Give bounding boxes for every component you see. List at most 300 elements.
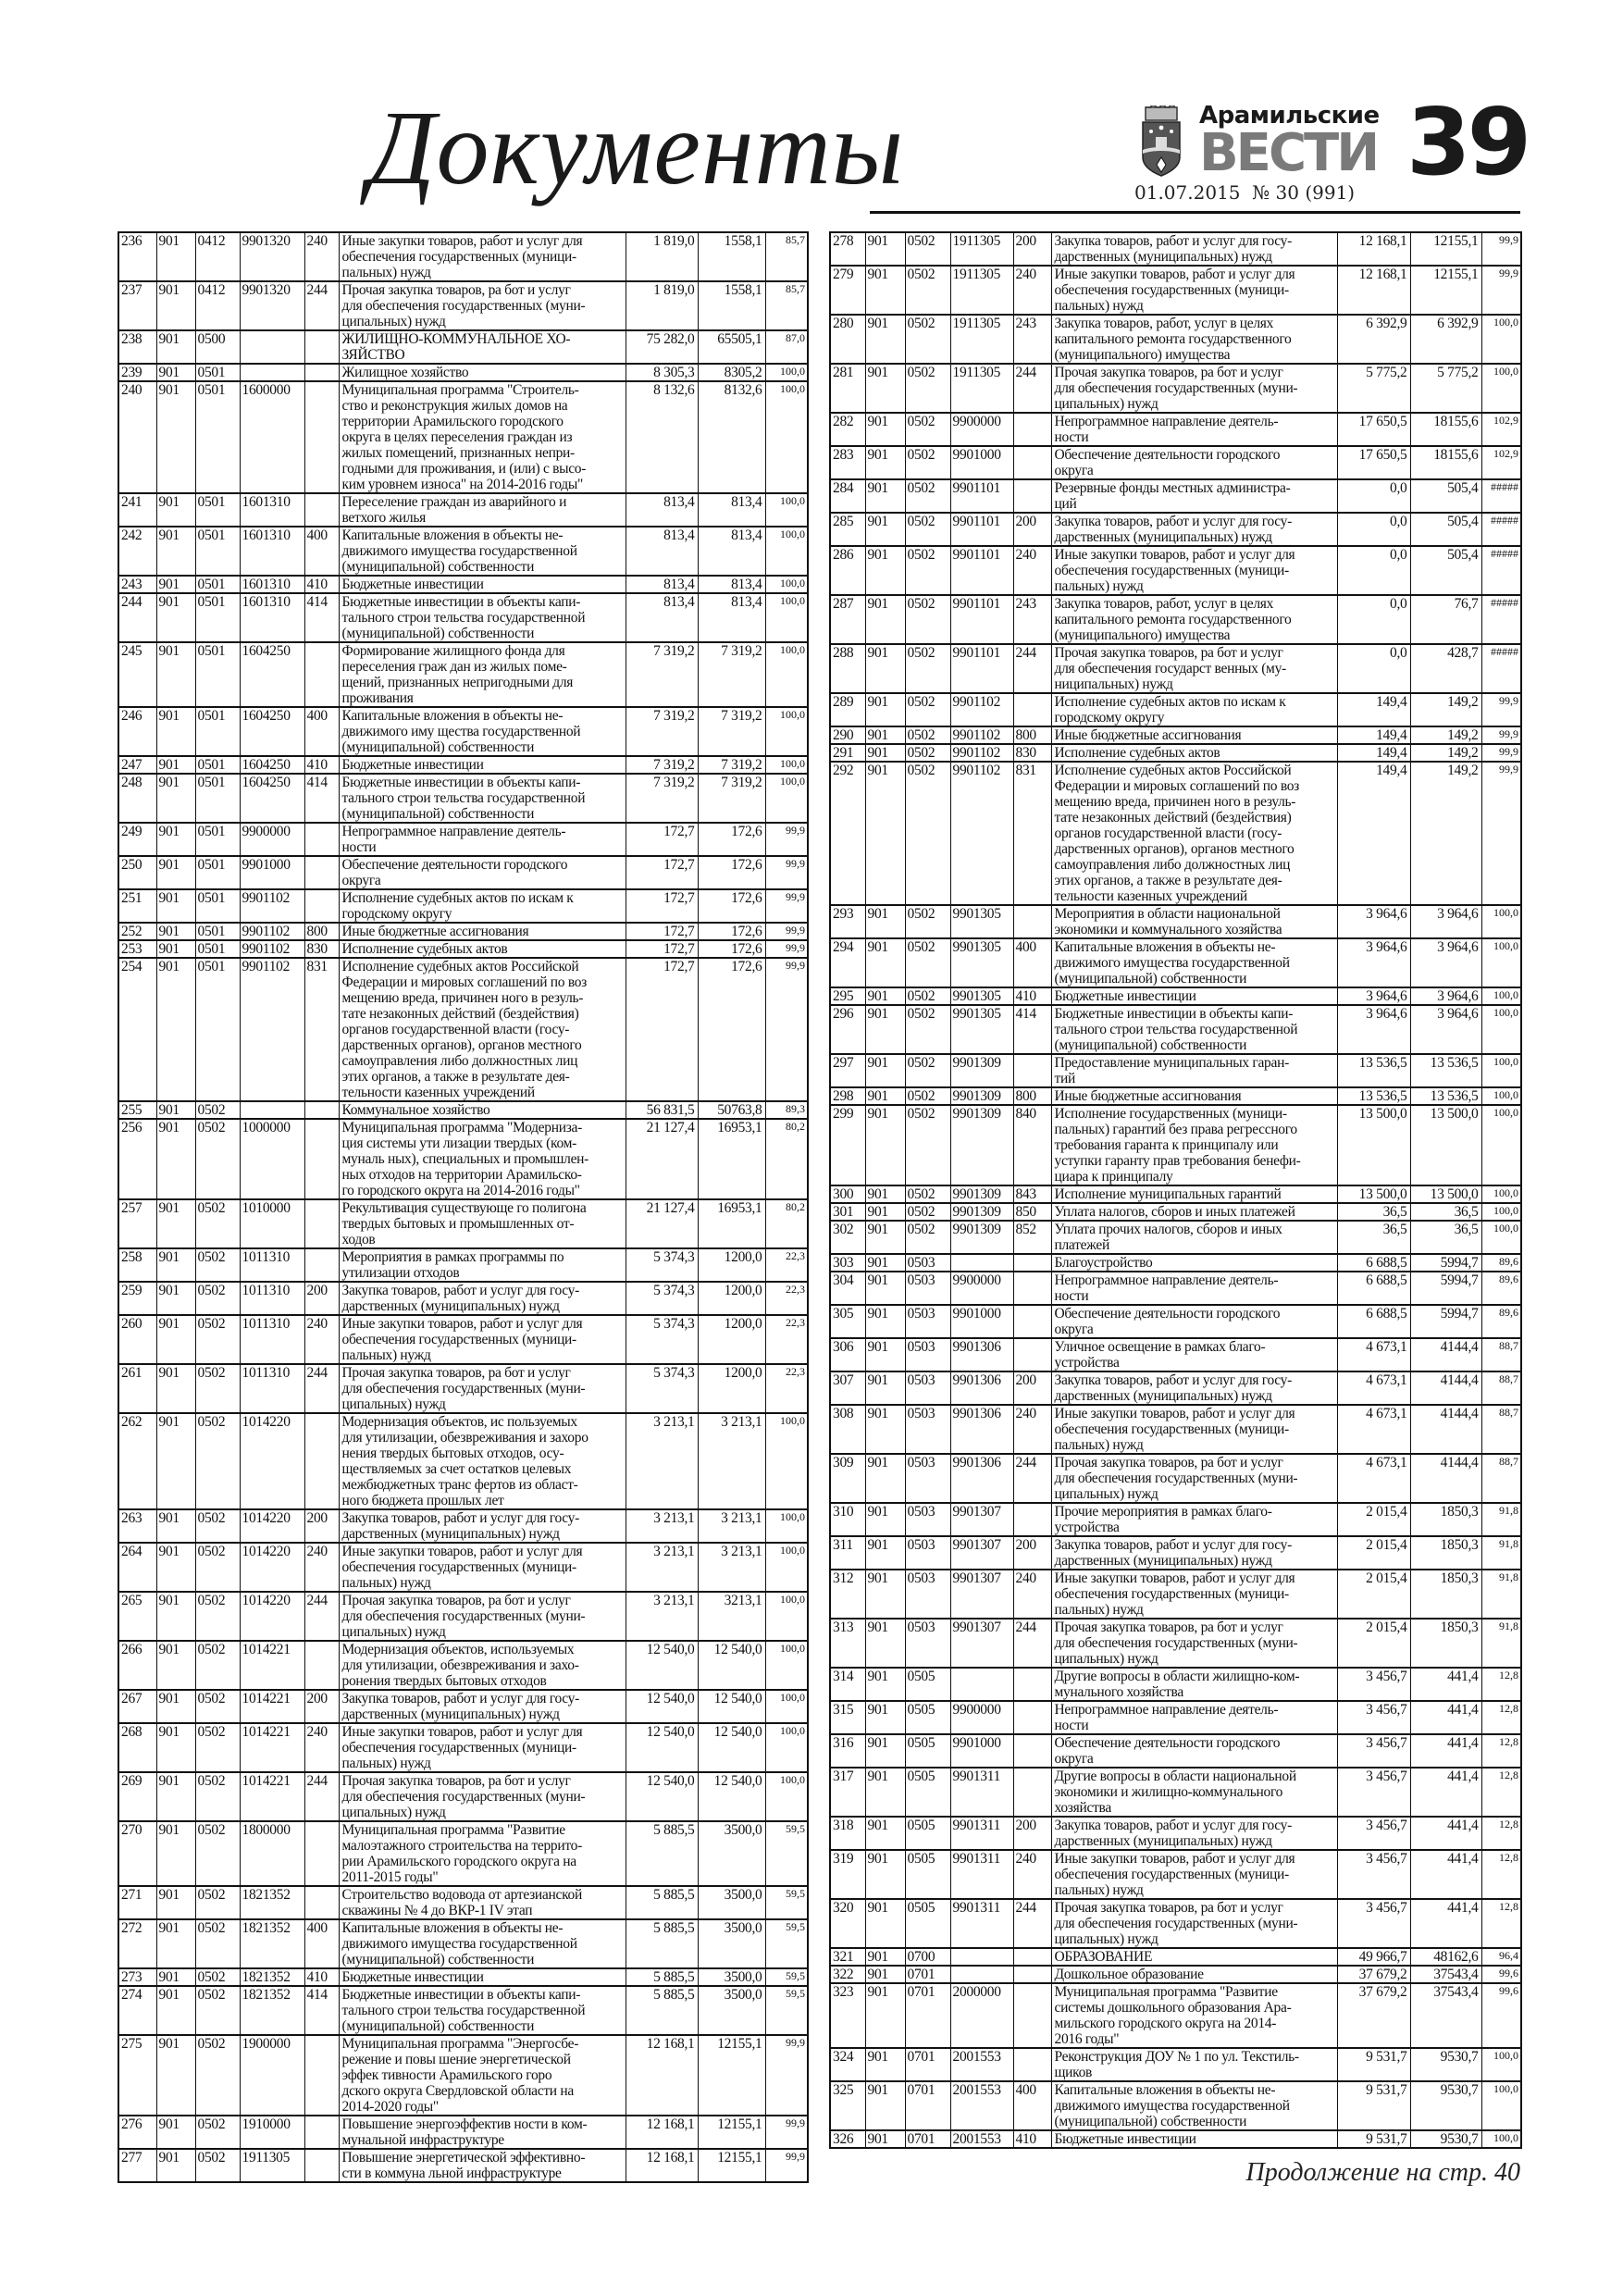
expense-type-code-cell: 244 [1013,1899,1051,1948]
table-row [830,1105,1521,1185]
executed-amount-cell: 12155,1 [1410,232,1481,266]
row-number-cell: 314 [830,1668,865,1701]
table-row [830,1668,1521,1701]
ministry-code-cell: 901 [865,987,905,1005]
table-row [830,1503,1521,1536]
table-row [118,958,808,1101]
planned-amount-cell: 4 673,1 [1337,1338,1410,1371]
executed-amount-cell: 172,6 [698,958,765,1101]
row-number-cell: 251 [118,889,156,923]
section-code-cell: 0502 [195,1986,240,2035]
expense-type-code-cell: 800 [304,923,339,940]
target-article-code-cell: 1601310 [240,593,304,642]
execution-percent-cell: 12,8 [1481,1768,1521,1817]
table-row [118,364,808,381]
table-row [118,1986,808,2035]
execution-percent-cell: 100,0 [1481,364,1521,413]
planned-amount-cell: 13 536,5 [1337,1087,1410,1105]
ministry-code-cell: 901 [865,1619,905,1668]
table-row [118,493,808,527]
row-number-cell: 297 [830,1054,865,1087]
row-number-cell: 311 [830,1536,865,1570]
item-description-cell: Дошкольное образование [1051,1966,1337,1983]
ministry-code-cell: 901 [156,281,195,330]
executed-amount-cell: 65505,1 [698,330,765,364]
planned-amount-cell: 12 168,1 [626,2035,698,2116]
ministry-code-cell: 901 [156,1364,195,1413]
planned-amount-cell: 36,5 [1337,1221,1410,1254]
section-code-cell: 0502 [195,2149,240,2182]
executed-amount-cell: 18155,6 [1410,413,1481,446]
item-description-cell: Иные закупки товаров, работ и услуг для обеспечения государственных (муници- пальных) нужд [339,1315,626,1364]
executed-amount-cell: 48162,6 [1410,1948,1481,1966]
expense-type-code-cell: 200 [304,1690,339,1723]
execution-percent-cell: 99,9 [765,958,808,1101]
ministry-code-cell: 901 [156,2149,195,2182]
expense-type-code-cell: 840 [1013,1105,1051,1185]
newspaper-name-top: Арамильские [1199,102,1380,130]
section-title: Документы [368,89,905,206]
row-number-cell: 282 [830,413,865,446]
executed-amount-cell: 12155,1 [698,2035,765,2116]
planned-amount-cell: 5 374,3 [626,1315,698,1364]
section-code-cell: 0503 [905,1272,950,1305]
section-code-cell: 0502 [195,1543,240,1592]
continuation-note: Продолжение на стр. 40 [1245,2158,1520,2187]
section-code-cell: 0503 [905,1503,950,1536]
item-description-cell: Обеспечение деятельности городского округа [1051,1734,1337,1768]
ministry-code-cell: 901 [156,576,195,593]
executed-amount-cell: 7 319,2 [698,756,765,774]
target-article-code-cell [240,330,304,364]
target-article-code-cell: 1911305 [950,232,1013,266]
target-article-code-cell: 1014221 [240,1641,304,1690]
execution-percent-cell: 100,0 [1481,987,1521,1005]
target-article-code-cell [950,1948,1013,1966]
section-code-cell: 0502 [905,726,950,744]
planned-amount-cell: 1 819,0 [626,281,698,330]
planned-amount-cell: 12 540,0 [626,1723,698,1772]
row-number-cell: 326 [830,2130,865,2148]
planned-amount-cell: 149,4 [1337,693,1410,726]
executed-amount-cell: 4144,4 [1410,1454,1481,1503]
table-row [830,1966,1521,1983]
item-description-cell: Непрограммное направление деятель- ности [1051,413,1337,446]
planned-amount-cell: 172,7 [626,856,698,889]
execution-percent-cell: 89,3 [765,1101,808,1119]
target-article-code-cell: 9901311 [950,1768,1013,1817]
executed-amount-cell: 3 964,6 [1410,938,1481,987]
row-number-cell: 306 [830,1338,865,1371]
item-description-cell: Прочая закупка товаров, ра бот и услуг для обеспечения государственных (муни- ципальных) нужд [339,1592,626,1641]
execution-percent-cell: 91,8 [1481,1570,1521,1619]
ministry-code-cell: 901 [865,446,905,479]
item-description-cell: Бюджетные инвестиции [339,1968,626,1986]
ministry-code-cell: 901 [156,1919,195,1968]
executed-amount-cell: 5994,7 [1410,1305,1481,1338]
table-row [830,479,1521,513]
row-number-cell: 257 [118,1199,156,1248]
expense-type-code-cell [1013,1305,1051,1338]
ministry-code-cell: 901 [865,1272,905,1305]
item-description-cell: Иные закупки товаров, работ и услуг для обеспечения государственных (муници- пальных) нужд [1051,1405,1337,1454]
target-article-code-cell: 9901102 [240,889,304,923]
ministry-code-cell: 901 [156,1315,195,1364]
target-article-code-cell: 9901305 [950,938,1013,987]
table-row [830,2081,1521,2130]
ministry-code-cell: 901 [865,1305,905,1338]
target-article-code-cell [240,1101,304,1119]
row-number-cell: 310 [830,1503,865,1536]
executed-amount-cell: 12155,1 [1410,266,1481,315]
ministry-code-cell: 901 [865,1817,905,1850]
planned-amount-cell: 21 127,4 [626,1199,698,1248]
planned-amount-cell: 172,7 [626,958,698,1101]
section-code-cell: 0505 [905,1668,950,1701]
table-row [118,1413,808,1509]
executed-amount-cell: 172,6 [698,923,765,940]
expense-type-code-cell: 200 [1013,513,1051,546]
item-description-cell: Бюджетные инвестиции [339,576,626,593]
section-code-cell: 0502 [195,1509,240,1543]
expense-type-code-cell: 410 [304,1968,339,1986]
planned-amount-cell: 3 456,7 [1337,1668,1410,1701]
ministry-code-cell: 901 [156,493,195,527]
target-article-code-cell: 9901102 [240,958,304,1101]
expense-type-code-cell [304,889,339,923]
item-description-cell: Иные закупки товаров, работ и услуг для обеспечения государственных (муници- пальных) нужд [1051,1570,1337,1619]
expense-type-code-cell [304,330,339,364]
executed-amount-cell: 1850,3 [1410,1503,1481,1536]
table-row [118,2035,808,2116]
item-description-cell: Формирование жилищного фонда для переселения граж дан из жилых поме- щений, признанных непригодными для проживания [339,642,626,707]
execution-percent-cell: 100,0 [1481,2048,1521,2081]
table-row [118,756,808,774]
planned-amount-cell: 813,4 [626,593,698,642]
ministry-code-cell: 901 [156,1509,195,1543]
execution-percent-cell: ##### [1481,513,1521,546]
executed-amount-cell: 505,4 [1410,513,1481,546]
table-row [830,1221,1521,1254]
item-description-cell: Закупка товаров, работ и услуг для госу- дарственных (муниципальных) нужд [339,1282,626,1315]
executed-amount-cell: 8305,2 [698,364,765,381]
item-description-cell: Повышение энергетической эффективно- сти в коммуна льной инфраструктуре [339,2149,626,2182]
executed-amount-cell: 7 319,2 [698,642,765,707]
planned-amount-cell: 7 319,2 [626,774,698,823]
target-article-code-cell: 9901000 [950,446,1013,479]
expense-type-code-cell [1013,1701,1051,1734]
item-description-cell: Исполнение муниципальных гарантий [1051,1185,1337,1203]
target-article-code-cell: 1911305 [950,364,1013,413]
row-number-cell: 259 [118,1282,156,1315]
target-article-code-cell: 1821352 [240,1986,304,2035]
expense-type-code-cell [304,1248,339,1282]
table-row [118,381,808,493]
row-number-cell: 308 [830,1405,865,1454]
ministry-code-cell: 901 [865,232,905,266]
section-code-cell: 0502 [905,938,950,987]
target-article-code-cell: 9901101 [950,546,1013,595]
table-row [118,1592,808,1641]
expense-type-code-cell: 200 [1013,1817,1051,1850]
section-code-cell: 0502 [905,513,950,546]
row-number-cell: 262 [118,1413,156,1509]
execution-percent-cell: ##### [1481,479,1521,513]
executed-amount-cell: 7 319,2 [698,707,765,756]
planned-amount-cell: 172,7 [626,923,698,940]
executed-amount-cell: 9530,7 [1410,2048,1481,2081]
planned-amount-cell: 12 168,1 [1337,232,1410,266]
ministry-code-cell: 901 [865,1221,905,1254]
planned-amount-cell: 5 374,3 [626,1364,698,1413]
target-article-code-cell: 1821352 [240,1886,304,1919]
row-number-cell: 254 [118,958,156,1101]
row-number-cell: 265 [118,1592,156,1641]
planned-amount-cell: 4 673,1 [1337,1371,1410,1405]
section-code-cell: 0501 [195,823,240,856]
row-number-cell: 285 [830,513,865,546]
table-row [830,546,1521,595]
table-row [118,1315,808,1364]
row-number-cell: 298 [830,1087,865,1105]
table-row [118,923,808,940]
planned-amount-cell: 6 688,5 [1337,1272,1410,1305]
section-code-cell: 0502 [195,1641,240,1690]
item-description-cell: Закупка товаров, работ, услуг в целях капитального ремонта государственного (муниципального) имущества [1051,315,1337,364]
section-code-cell: 0505 [905,1899,950,1948]
expense-type-code-cell: 244 [1013,364,1051,413]
execution-percent-cell: 88,7 [1481,1405,1521,1454]
table-row [830,595,1521,644]
executed-amount-cell: 4144,4 [1410,1405,1481,1454]
expense-type-code-cell [304,1821,339,1886]
ministry-code-cell: 901 [865,2130,905,2148]
ministry-code-cell: 901 [156,330,195,364]
table-row [830,1817,1521,1850]
execution-percent-cell: 88,7 [1481,1371,1521,1405]
table-row [830,1948,1521,1966]
table-row [118,1968,808,1986]
section-code-cell: 0502 [195,1592,240,1641]
table-row [118,1772,808,1821]
executed-amount-cell: 149,2 [1410,762,1481,905]
target-article-code-cell: 2000000 [950,1983,1013,2048]
expense-type-code-cell [304,1886,339,1919]
execution-percent-cell: 99,9 [765,856,808,889]
target-article-code-cell: 1011310 [240,1282,304,1315]
section-code-cell: 0502 [905,413,950,446]
planned-amount-cell: 6 688,5 [1337,1305,1410,1338]
table-row [118,1282,808,1315]
executed-amount-cell: 3 213,1 [698,1413,765,1509]
item-description-cell: Прочая закупка товаров, ра бот и услуг для обеспечения государственных (муни- ципальных) нужд [1051,364,1337,413]
target-article-code-cell: 9901305 [950,1005,1013,1054]
table-row [118,527,808,576]
ministry-code-cell: 901 [865,726,905,744]
section-code-cell: 0502 [195,1919,240,1968]
row-number-cell: 313 [830,1619,865,1668]
section-code-cell: 0503 [905,1405,950,1454]
table-row [830,1899,1521,1948]
executed-amount-cell: 3 964,6 [1410,1005,1481,1054]
item-description-cell: Исполнение судебных актов Российской Федерации и мировых соглашений по воз мещению вреда, причинен ного в резуль- тате незаконных действий (бездействия) органов государственной власти (госу- дарственных органов), органов местного самоуправления либо должностных лиц этих органов, а также в результате дея- тельности казенных учреждений [1051,762,1337,905]
row-number-cell: 283 [830,446,865,479]
ministry-code-cell: 901 [156,1986,195,2035]
section-code-cell: 0502 [195,1282,240,1315]
executed-amount-cell: 4144,4 [1410,1371,1481,1405]
item-description-cell: Предоставление муниципальных гаран- тий [1051,1054,1337,1087]
executed-amount-cell: 1558,1 [698,232,765,281]
executed-amount-cell: 76,7 [1410,595,1481,644]
planned-amount-cell: 8 305,3 [626,364,698,381]
executed-amount-cell: 1200,0 [698,1282,765,1315]
table-row [830,726,1521,744]
table-row [830,413,1521,446]
ministry-code-cell: 901 [156,889,195,923]
coat-of-arms-icon [1140,105,1183,178]
expense-type-code-cell: 240 [304,232,339,281]
planned-amount-cell: 3 213,1 [626,1592,698,1641]
execution-percent-cell: 100,0 [765,1543,808,1592]
section-code-cell: 0503 [905,1371,950,1405]
execution-percent-cell: 22,3 [765,1248,808,1282]
execution-percent-cell: 100,0 [765,1509,808,1543]
ministry-code-cell: 901 [865,513,905,546]
target-article-code-cell: 9901309 [950,1185,1013,1203]
section-code-cell: 0502 [195,1101,240,1119]
table-row [830,1619,1521,1668]
section-code-cell: 0503 [905,1305,950,1338]
table-row [830,1983,1521,2048]
execution-percent-cell: 100,0 [765,756,808,774]
expense-type-code-cell [304,1413,339,1509]
item-description-cell: Муниципальная программа "Строитель- ство и реконструкция жилых домов на территории Арамильского городского округа в целях переселения граждан из жилых помещений, признанных непри- годными для проживания, и (или) с высо- ким уровнем износа" на 2014-2016 годы" [339,381,626,493]
executed-amount-cell: 3 964,6 [1410,905,1481,938]
expense-type-code-cell: 400 [1013,2081,1051,2130]
target-article-code-cell: 9900000 [240,823,304,856]
executed-amount-cell: 13 536,5 [1410,1087,1481,1105]
section-code-cell: 0501 [195,493,240,527]
item-description-cell: Обеспечение деятельности городского округа [1051,446,1337,479]
row-number-cell: 312 [830,1570,865,1619]
execution-percent-cell: 100,0 [765,1592,808,1641]
planned-amount-cell: 9 531,7 [1337,2081,1410,2130]
left-column [118,231,808,2183]
target-article-code-cell [240,364,304,381]
item-description-cell: Закупка товаров, работ и услуг для госу- дарственных (муниципальных) нужд [1051,1817,1337,1850]
expense-type-code-cell [1013,446,1051,479]
table-row [118,1723,808,1772]
planned-amount-cell: 5 885,5 [626,1986,698,2035]
ministry-code-cell: 901 [156,1543,195,1592]
item-description-cell: Уличное освещение в рамках благо- устройства [1051,1338,1337,1371]
target-article-code-cell: 9901309 [950,1087,1013,1105]
executed-amount-cell: 13 500,0 [1410,1105,1481,1185]
planned-amount-cell: 0,0 [1337,644,1410,693]
planned-amount-cell: 5 885,5 [626,1968,698,1986]
executed-amount-cell: 172,6 [698,940,765,958]
ministry-code-cell: 901 [156,823,195,856]
planned-amount-cell: 149,4 [1337,726,1410,744]
item-description-cell: Исполнение судебных актов по искам к городскому округу [339,889,626,923]
ministry-code-cell: 901 [865,1899,905,1948]
item-description-cell: ЖИЛИЩНО-КОММУНАЛЬНОЕ ХО- ЗЯЙСТВО [339,330,626,364]
execution-percent-cell: 99,9 [1481,693,1521,726]
item-description-cell: Непрограммное направление деятель- ности [339,823,626,856]
item-description-cell: Резервные фонды местных администра- ций [1051,479,1337,513]
table-row [118,593,808,642]
row-number-cell: 321 [830,1948,865,1966]
target-article-code-cell: 1010000 [240,1199,304,1248]
expense-type-code-cell: 831 [1013,762,1051,905]
target-article-code-cell: 9901306 [950,1405,1013,1454]
target-article-code-cell: 1604250 [240,756,304,774]
executed-amount-cell: 1850,3 [1410,1570,1481,1619]
executed-amount-cell: 12 540,0 [698,1723,765,1772]
execution-percent-cell: 12,8 [1481,1850,1521,1899]
target-article-code-cell: 1014220 [240,1509,304,1543]
ministry-code-cell: 901 [865,1203,905,1221]
execution-percent-cell: 59,5 [765,1968,808,1986]
target-article-code-cell: 9901000 [950,1305,1013,1338]
section-code-cell: 0502 [905,315,950,364]
ministry-code-cell: 901 [156,1886,195,1919]
row-number-cell: 319 [830,1850,865,1899]
item-description-cell: Иные бюджетные ассигнования [339,923,626,940]
row-number-cell: 286 [830,546,865,595]
row-number-cell: 248 [118,774,156,823]
ministry-code-cell: 901 [865,693,905,726]
planned-amount-cell: 7 319,2 [626,642,698,707]
execution-percent-cell: 91,8 [1481,1503,1521,1536]
expense-type-code-cell: 410 [1013,2130,1051,2148]
item-description-cell: Жилищное хозяйство [339,364,626,381]
planned-amount-cell: 21 127,4 [626,1119,698,1199]
executed-amount-cell: 441,4 [1410,1701,1481,1734]
executed-amount-cell: 441,4 [1410,1768,1481,1817]
executed-amount-cell: 3500,0 [698,1986,765,2035]
row-number-cell: 320 [830,1899,865,1948]
row-number-cell: 317 [830,1768,865,1817]
row-number-cell: 243 [118,576,156,593]
row-number-cell: 278 [830,232,865,266]
row-number-cell: 277 [118,2149,156,2182]
executed-amount-cell: 8132,6 [698,381,765,493]
item-description-cell: Прочая закупка товаров, ра бот и услуг для обеспечения государственных (муни- ципальных) нужд [1051,1899,1337,1948]
row-number-cell: 272 [118,1919,156,1968]
row-number-cell: 292 [830,762,865,905]
expense-type-code-cell: 410 [1013,987,1051,1005]
row-number-cell: 252 [118,923,156,940]
expense-type-code-cell [1013,1983,1051,2048]
expense-type-code-cell: 843 [1013,1185,1051,1203]
execution-percent-cell: 100,0 [1481,2130,1521,2148]
executed-amount-cell: 18155,6 [1410,446,1481,479]
execution-percent-cell: 80,2 [765,1199,808,1248]
execution-percent-cell: 99,6 [1481,1966,1521,1983]
target-article-code-cell: 9901000 [240,856,304,889]
executed-amount-cell: 1850,3 [1410,1536,1481,1570]
planned-amount-cell: 12 540,0 [626,1641,698,1690]
table-row [118,330,808,364]
target-article-code-cell: 1800000 [240,1821,304,1886]
row-number-cell: 244 [118,593,156,642]
ministry-code-cell: 901 [156,593,195,642]
expense-type-code-cell [1013,1254,1051,1272]
planned-amount-cell: 12 168,1 [1337,266,1410,315]
section-code-cell: 0502 [195,1968,240,1986]
executed-amount-cell: 12 540,0 [698,1772,765,1821]
